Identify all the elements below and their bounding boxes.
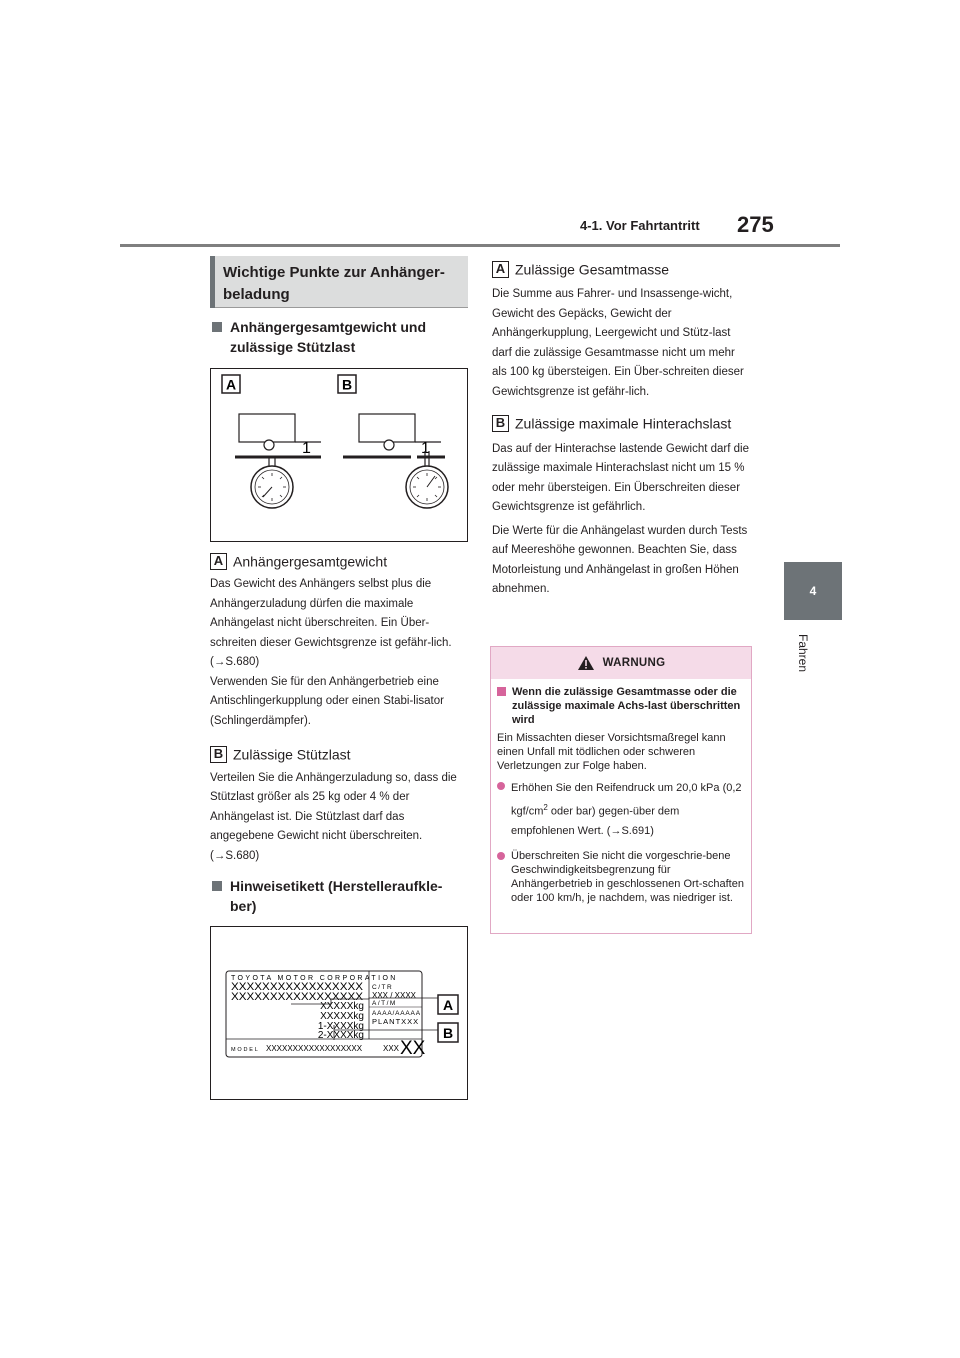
header-rule bbox=[120, 244, 840, 247]
warning-bullet-2-text: Überschreiten Sie nicht die vorgeschrie-bene Geschwindigkeitsbegrenzung für Anhängerbetrieb in geschlossenen Ort-schaften oder 100 km/h, je nachdem, was niedriger ist. bbox=[511, 849, 744, 904]
warning-box bbox=[490, 646, 752, 934]
warning-title: WARNUNG bbox=[602, 657, 666, 669]
label-row-1: XXXXXXXXXXXXXXXXX bbox=[231, 981, 364, 993]
label-aaa: AAAA/AAAAA bbox=[372, 1010, 421, 1017]
warning-header bbox=[491, 647, 751, 679]
trailer-weight-figure bbox=[210, 368, 468, 542]
right-item-b-title: Zulässige maximale Hinterachslast bbox=[515, 415, 732, 432]
bullet-1-part-a: Erhöhen Sie den Reifendruck um 20,0 kPa (0,2 kgf/cm bbox=[511, 782, 742, 818]
right-item-b-text-2: Die Werte für die Anhängelast wurden durch Tests auf Meereshöhe gewonnen. Beachten Sie, dass Motorleistung und Anhängelast in großen Höhen abnehmen. bbox=[492, 524, 748, 596]
fig-label-a: A bbox=[225, 376, 237, 393]
label-row-5: 1-XXXXkg bbox=[317, 1021, 364, 1032]
pink-square-icon bbox=[497, 687, 506, 696]
subheading-label-text: Hinweisetikett (Herstelleraufkle-ber) bbox=[230, 878, 443, 915]
square-bullet-icon bbox=[212, 322, 222, 332]
bullet-1-part-b: oder bar) gegen-über dem empfohlenen Wert. (→S.691) bbox=[511, 805, 680, 837]
warning-bullet-1-text bbox=[511, 779, 745, 841]
right-item-a-text: Die Summe aus Fahrer- und Insassenge-wicht, Gewicht des Gepäcks, Gewicht der Anhängerkupplung, Leergewicht und Stütz-last darf die zulässige Gesamtmasse nicht um mehr als 100 kg übersteigen. Ein Über-schreiten dieser Gewichtsgrenze ist gefähr-lich. bbox=[492, 288, 744, 398]
section-heading: Wichtige Punkte zur Anhänger-beladung bbox=[210, 256, 468, 308]
label-corp: TOYOTA MOTOR CORPORATION bbox=[231, 975, 398, 982]
label-model: MODEL bbox=[231, 1047, 260, 1053]
item-a-text-2: Verwenden Sie für den Anhängerbetrieb eine Antischlingerkupplung oder einen Stabi-lisator (Schlingerdämpfer). bbox=[210, 675, 444, 727]
label-row-4: XXXXXkg bbox=[320, 1011, 364, 1022]
manufacturer-label-diagram bbox=[211, 927, 467, 1099]
manufacturer-label-figure bbox=[210, 926, 468, 1100]
page-number: 275 bbox=[737, 212, 774, 237]
marker-a: A bbox=[210, 553, 227, 570]
item-a-title: Anhängergesamtgewicht bbox=[233, 553, 388, 570]
item-b-text: Verteilen Sie die Anhängerzuladung so, dass die Stützlast größer als 25 kg oder 4 % der Anhängelast ist. Die Stützlast darf das angegebene Gewicht nicht überschreiten. (→S.680) bbox=[210, 771, 457, 862]
scale-gauge-a bbox=[251, 466, 293, 508]
trailer-b bbox=[343, 414, 445, 468]
label-row-3: XXXXXkg bbox=[320, 1001, 364, 1012]
right-column bbox=[492, 256, 752, 600]
callout-a: A bbox=[442, 997, 454, 1013]
item-a-title-row bbox=[210, 550, 468, 571]
square-bullet-icon bbox=[212, 881, 222, 891]
trailer-a bbox=[235, 414, 321, 468]
label-bottom-xxx: XXX bbox=[383, 1044, 400, 1053]
right-item-a-title: Zulässige Gesamtmasse bbox=[515, 261, 670, 278]
header-section-title: 4-1. Vor Fahrtantritt bbox=[580, 218, 700, 233]
fig-label-b: B bbox=[341, 376, 353, 393]
fig-num-b: 1 bbox=[421, 440, 430, 457]
warning-subheading bbox=[497, 685, 745, 727]
marker-b: B bbox=[210, 746, 227, 763]
label-bottom-xx: XX bbox=[400, 1038, 426, 1059]
pink-dot-icon bbox=[497, 782, 505, 790]
right-item-a-title-row bbox=[492, 258, 752, 279]
subheading-weight-text: Anhängergesamtgewicht und zulässige Stützlast bbox=[230, 319, 427, 355]
right-item-b-title-row bbox=[492, 412, 752, 433]
warning-text: Ein Missachten dieser Vorsichtsmaßregel kann einen Unfall mit tödlichen oder schweren Verletzungen zur Folge haben. bbox=[497, 732, 726, 772]
label-ctr: C/TR bbox=[372, 984, 394, 991]
label-model-value: XXXXXXXXXXXXXXXXXX bbox=[266, 1044, 363, 1053]
subheading-label bbox=[210, 876, 468, 916]
subheading-weight bbox=[210, 317, 468, 357]
warning-body bbox=[491, 679, 751, 905]
callout-b: B bbox=[442, 1025, 454, 1041]
chapter-tab: 4 bbox=[784, 562, 842, 620]
item-b-title-row bbox=[210, 743, 468, 764]
label-xxx: XXX / XXXX bbox=[372, 991, 417, 1000]
warning-bullet-2 bbox=[497, 849, 745, 905]
chapter-label: Fahren bbox=[796, 634, 810, 673]
left-column bbox=[210, 256, 468, 916]
trailer-scale-diagram bbox=[211, 369, 467, 541]
marker-a: A bbox=[492, 261, 509, 278]
bullet-1-sup: 2 bbox=[543, 803, 548, 812]
warning-subheading-text: Wenn die zulässige Gesamtmasse oder die zulässige maximale Achs-last überschritten wird bbox=[512, 686, 741, 726]
item-a-text: Das Gewicht des Anhängers selbst plus die Anhängerzuladung dürfen die maximale Anhängelast nicht überschreiten. Ein Über-schreiten dieser Gewichtsgrenze ist gefähr-lich. (→S.680) bbox=[210, 578, 452, 669]
fig-num-a: 1 bbox=[302, 440, 311, 457]
warning-triangle-icon bbox=[577, 655, 595, 671]
label-row-6: 2-XXXXkg bbox=[317, 1030, 364, 1041]
right-item-b-text: Das auf der Hinterachse lastende Gewicht darf die zulässige maximale Hinterachslast nicht um 15 % oder mehr übersteigen. Ein Überschreiten dieser Gewichtsgrenze ist gefährlich. bbox=[492, 442, 749, 514]
warning-bullet-1 bbox=[497, 779, 745, 841]
pink-dot-icon bbox=[497, 852, 505, 860]
label-atm: A/T/M bbox=[372, 1000, 397, 1007]
label-row-2: XXXXXXXXXXXXXXXXX bbox=[231, 991, 364, 1003]
item-b-title: Zulässige Stützlast bbox=[233, 746, 351, 763]
label-plant: PLANTXXX bbox=[372, 1017, 420, 1026]
marker-b: B bbox=[492, 415, 509, 432]
scale-gauge-b bbox=[406, 466, 448, 508]
